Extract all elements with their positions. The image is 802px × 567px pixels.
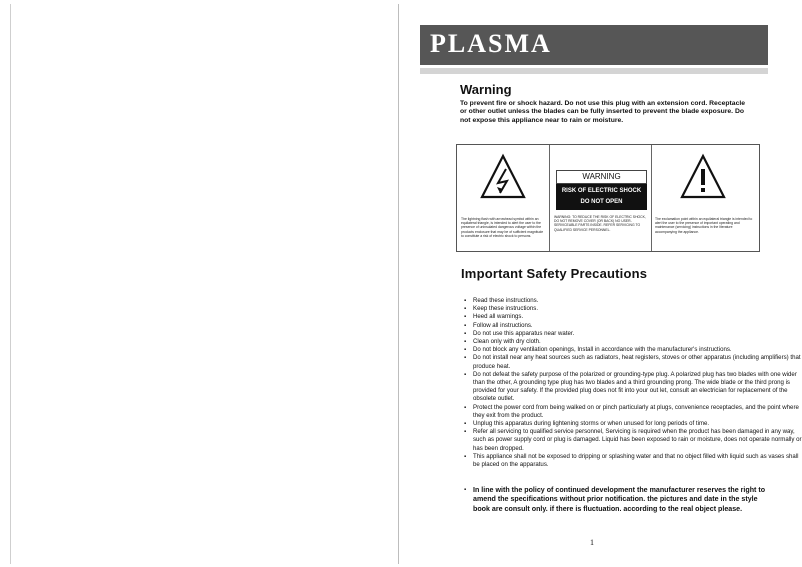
list-item: ▪ Do not block any ventilation openings, Install in accordance with the manufacturer's instructions. [464, 346, 802, 354]
exclamation-triangle-icon [679, 153, 727, 201]
list-item: ▪ Protect the power cord from being walked on or pinch particularly at plugs, convenience receptacles, and the point where they exit from the product. [464, 404, 802, 420]
list-item: ▪ Do not defeat the safety purpose of the polarized or grounding-type plug. A polarized plug has two blades with one wider than the other, A grounding type plug has two blades and a third grounding prong. The wide blade or the third prong is provided for your safety. If the provided plug does not fit into your out let, consult an electrician for replacement of the obsolete outlet. [464, 371, 802, 404]
warning-label: WARNING [556, 170, 647, 184]
page-number: 1 [590, 538, 594, 547]
warning-heading: Warning [460, 82, 512, 97]
lightning-caption: The lightning flash with arrowhead symbol within an equilateral triangle, is intended to alert the user to the presence of uninsulated dangerous voltage within the products enclosure that may be of sufficient magnitude to constitute a risk of electric shock to persons. [461, 217, 544, 238]
safety-list [464, 297, 802, 469]
warning-text: To prevent fire or shock hazard. Do not use this plug with an extension cord. Receptacle or other outlet unless the blades can be fully inserted to prevent the blade exposure. Do not expose this appliance near to rain or moisture. [460, 100, 746, 124]
brand-underline [420, 68, 768, 74]
safety-heading: Important Safety Precautions [461, 266, 648, 281]
shock-risk-line: RISK OF ELECTRIC SHOCK [561, 188, 642, 194]
list-item: ▪ Follow all instructions. [464, 322, 802, 330]
list-item: ▪ Do not install near any heat sources such as radiators, heat registers, stoves or other apparatus (including amplifiers) that produce heat. [464, 354, 802, 370]
lightning-cell [457, 145, 549, 251]
right-page [400, 4, 802, 564]
center-caption: WARNING: TO REDUCE THE RISK OF ELECTRIC SHOCK, DO NOT REMOVE COVER (OR BACK) NO USER-SERVICEABLE PARTS INSIDE. REFER SERVICING TO QUALIFIED SERVICE PERSONNEL. [554, 215, 646, 232]
center-warning-cell [549, 145, 652, 251]
list-item: ▪ Heed all warnings. [464, 313, 802, 321]
brand-title: PLASMA [430, 29, 552, 58]
list-item: ▪ Read these instructions. [464, 297, 802, 305]
page-spine [398, 4, 399, 564]
policy-note: ▪ In line with the policy of continued development the manufacturer reserves the right to amend the specifications without prior notification. the pictures and date in the style book are consult only. if there is fluctuation. according to the real object please. [464, 486, 773, 514]
list-item: ▪ Refer all servicing to qualified service personnel, Servicing is required when the product has been damaged in any way, such as power supply cord or plug is damaged. Liquid has been exposed to rain or moisture, does not operate normally or has been dropped. [464, 428, 802, 453]
shock-warning-box [556, 184, 647, 210]
list-item: ▪ Clean only with dry cloth. [464, 338, 802, 346]
exclamation-cell [651, 145, 759, 251]
do-not-open-line: DO NOT OPEN [580, 199, 623, 205]
exclamation-caption: The exclamation point within an equilateral triangle is intended to alert the user to the presence of important operating and maintenance (servicing) instructions in the literature accompanying the appliance. [655, 217, 753, 234]
warning-panel [456, 144, 760, 252]
left-page-blank [10, 4, 399, 564]
brand-banner [420, 25, 768, 65]
lightning-triangle-icon [479, 153, 527, 201]
list-item: ▪ Unplug this apparatus during lightening storms or when unused for long periods of time. [464, 420, 802, 428]
list-item: ▪ Keep these instructions. [464, 305, 802, 313]
list-item: ▪ Do not use this apparatus near water. [464, 330, 802, 338]
list-item: ▪ This appliance shall not be exposed to dripping or splashing water and that no object filled with liquid such as vases shall be placed on the apparatus. [464, 453, 802, 469]
